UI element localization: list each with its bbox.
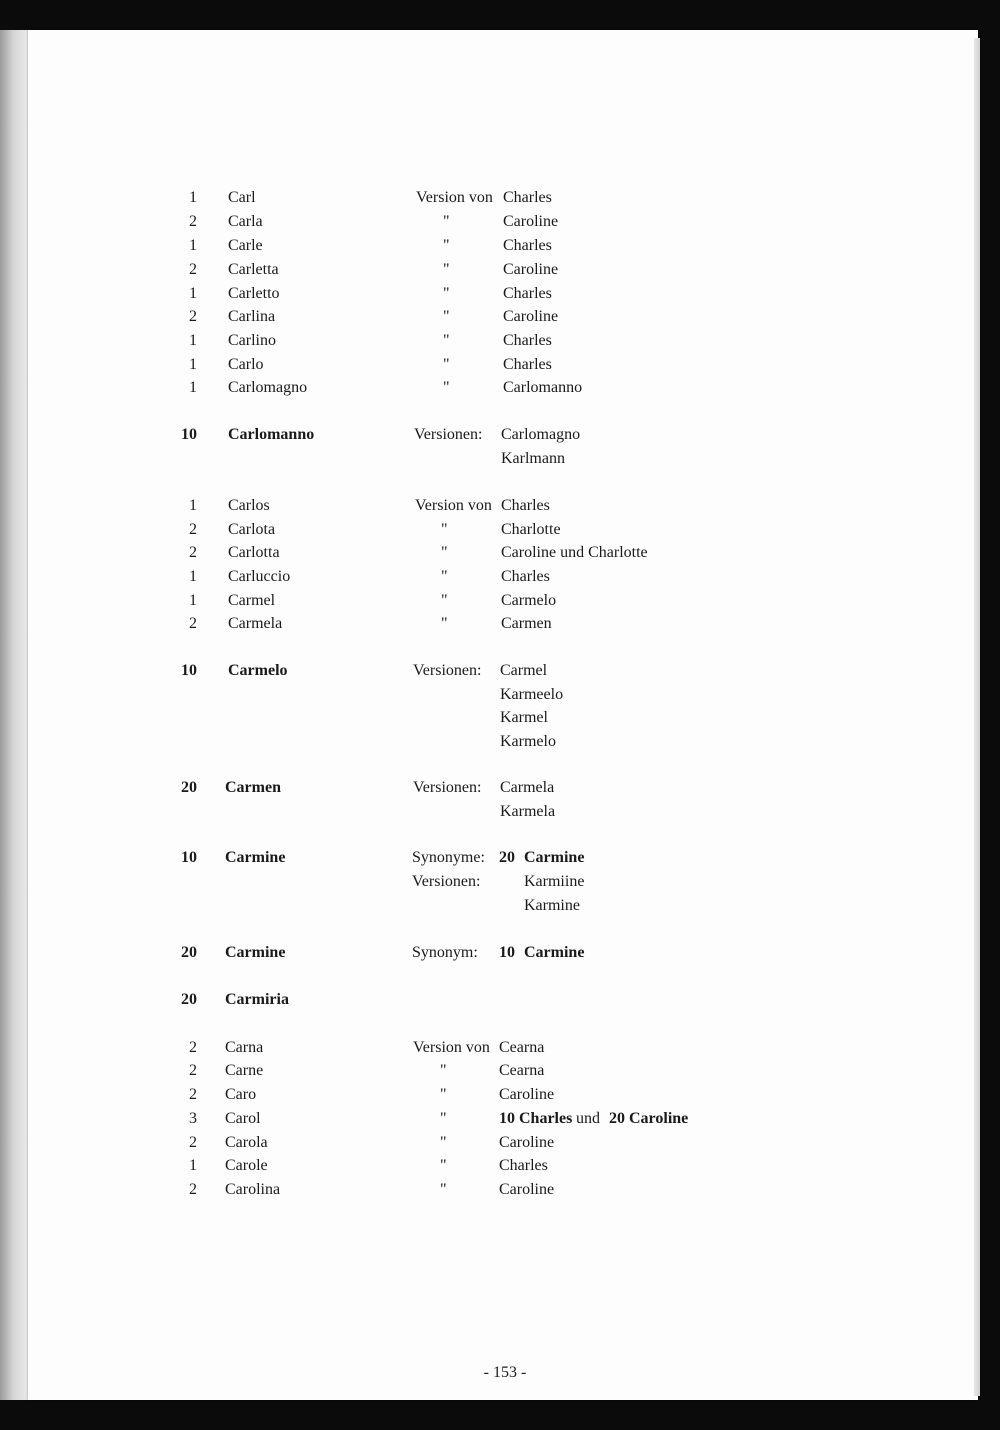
conjunction: und — [576, 1110, 600, 1127]
entry-row — [0, 541, 1000, 565]
entry-detail — [0, 447, 1000, 471]
ditto-mark: " — [443, 261, 450, 278]
entry-number: 1 — [189, 497, 197, 514]
entry-value: Karmela — [500, 803, 556, 820]
ditto-mark: " — [440, 1062, 447, 1079]
ditto-mark: " — [441, 568, 448, 585]
entry-value: Caroline — [503, 261, 559, 278]
ditto-mark: " — [443, 332, 450, 349]
ditto-mark: " — [443, 213, 450, 230]
entry-number: 20 — [181, 944, 197, 961]
entry-value: Caroline und Charlotte — [501, 544, 648, 561]
entry-value: Carmela — [500, 779, 555, 796]
entry-value: Karmiine — [524, 873, 585, 890]
entry-value: Karmine — [524, 897, 580, 914]
entry-value: Charles — [501, 568, 550, 585]
cross-ref-a: 10 Charles — [499, 1110, 573, 1127]
entry-name: Carlota — [228, 521, 276, 538]
ditto-mark: " — [443, 285, 450, 302]
entry-value: Charles — [503, 356, 552, 373]
entry-value: Charles — [503, 285, 552, 302]
cross-ref-b: 20 Caroline — [609, 1110, 689, 1127]
entry-label: Synonym: — [412, 944, 478, 961]
ditto-mark: " — [441, 544, 448, 561]
ditto-mark: " — [443, 356, 450, 373]
entry-number: 1 — [189, 592, 197, 609]
entry-label: Versionen: — [413, 779, 482, 796]
entry-number: 10 — [181, 849, 197, 866]
entry-row — [0, 565, 1000, 589]
ditto-mark: " — [441, 615, 448, 632]
entry-value: Karmelo — [500, 733, 556, 750]
entry-value: Carmel — [500, 662, 548, 679]
entry-number: 2 — [189, 261, 197, 278]
entry-row — [0, 494, 1000, 518]
entry-value: Charles — [503, 237, 552, 254]
entry-row — [0, 258, 1000, 282]
ditto-mark: " — [440, 1110, 447, 1127]
entry-row — [0, 186, 1000, 210]
entry-name: Carlino — [228, 332, 276, 349]
entry-name: Carne — [225, 1062, 264, 1079]
entry-number: 10 — [181, 426, 197, 443]
cross-ref-name: Carmine — [524, 849, 585, 866]
entry-row — [0, 376, 1000, 400]
entry-value: Carlomagno — [501, 426, 581, 443]
entry-detail — [0, 683, 1000, 707]
entry-name: Carmel — [228, 592, 276, 609]
entry-row — [0, 305, 1000, 329]
entry-value: Carmelo — [501, 592, 557, 609]
entry-name: Carmen — [225, 779, 281, 796]
entry-number: 1 — [189, 237, 197, 254]
entry-name: Carlotta — [228, 544, 280, 561]
entry-row — [0, 1036, 1000, 1060]
entry-row — [0, 1131, 1000, 1155]
ditto-mark: " — [440, 1086, 447, 1103]
entry-value: Charlotte — [501, 521, 561, 538]
entry-name: Carlo — [228, 356, 264, 373]
ditto-mark: " — [441, 521, 448, 538]
entry-number: 20 — [181, 991, 197, 1008]
entry-number: 2 — [189, 521, 197, 538]
entry-number: 2 — [189, 1039, 197, 1056]
entry-number: 2 — [189, 213, 197, 230]
entry-detail — [0, 423, 1000, 447]
entry-row — [0, 589, 1000, 613]
entry-number: 1 — [189, 1157, 197, 1174]
entry-number: 1 — [189, 332, 197, 349]
entry-value: Charles — [501, 497, 550, 514]
ditto-mark: " — [443, 308, 450, 325]
entry-number: 20 — [181, 779, 197, 796]
entry-row — [0, 1107, 1000, 1131]
entry-name: Carmiria — [225, 991, 289, 1008]
entry-number: 10 — [181, 662, 197, 679]
entry-number: 2 — [189, 544, 197, 561]
entry-value: Cearna — [499, 1062, 545, 1079]
entry-value: Cearna — [499, 1039, 545, 1056]
ditto-mark: " — [440, 1134, 447, 1151]
entry-name: Carmelo — [228, 662, 288, 679]
entry-label: Synonyme: — [412, 849, 485, 866]
entry-name: Carletto — [228, 285, 280, 302]
entry-label: Versionen: — [412, 873, 481, 890]
entry-number: 1 — [189, 356, 197, 373]
entry-value: Charles — [503, 332, 552, 349]
entry-detail — [0, 659, 1000, 683]
entry-row — [0, 1059, 1000, 1083]
entry-name: Carletta — [228, 261, 279, 278]
entry-number: 2 — [189, 615, 197, 632]
entry-value: Caroline — [503, 308, 559, 325]
entry-number: 3 — [189, 1110, 197, 1127]
entry-name: Carmela — [228, 615, 283, 632]
entry-value: Caroline — [499, 1086, 555, 1103]
entry-name: Carlos — [228, 497, 270, 514]
entry-name: Carla — [228, 213, 263, 230]
entry-row — [0, 612, 1000, 636]
entry-detail — [0, 846, 1000, 870]
entry-row — [0, 282, 1000, 306]
entry-name: Carlina — [228, 308, 276, 325]
entry-value: Caroline — [499, 1181, 555, 1198]
ditto-mark: " — [441, 592, 448, 609]
entry-value: Karlmann — [501, 450, 565, 467]
entry-label: Versionen: — [414, 426, 483, 443]
entry-number: 2 — [189, 1181, 197, 1198]
entry-name: Carmine — [225, 944, 286, 961]
entry-label: Version von — [416, 189, 493, 206]
cross-ref-number: 20 — [499, 849, 515, 866]
page-number: - 153 - — [483, 1364, 527, 1381]
entry-number: 2 — [189, 308, 197, 325]
entry-label: Version von — [413, 1039, 490, 1056]
entry-value: Caroline — [499, 1134, 555, 1151]
entry-name: Carol — [225, 1110, 261, 1127]
entry-label: Version von — [415, 497, 492, 514]
entry-detail — [0, 800, 1000, 824]
ditto-mark: " — [443, 237, 450, 254]
entry-row — [0, 329, 1000, 353]
entry-value: Carmen — [501, 615, 552, 632]
entry-number: 2 — [189, 1062, 197, 1079]
entry-name: Carolina — [225, 1181, 281, 1198]
entry-detail — [0, 941, 1000, 965]
entry-label: Versionen: — [413, 662, 482, 679]
entry-row — [0, 1083, 1000, 1107]
entry-row — [0, 1178, 1000, 1202]
entry-name: Carluccio — [228, 568, 291, 585]
entry-value: Karmel — [500, 709, 548, 726]
entry-row — [0, 353, 1000, 377]
entry-name: Carmine — [225, 849, 286, 866]
entry-number: 2 — [189, 1134, 197, 1151]
entry-value: Karmeelo — [500, 686, 564, 703]
entry-value: Carlomanno — [503, 379, 583, 396]
entry-value: Charles — [499, 1157, 548, 1174]
entry-row — [0, 988, 1000, 1012]
entry-number: 1 — [189, 379, 197, 396]
entry-name: Carola — [225, 1134, 268, 1151]
entry-row — [0, 210, 1000, 234]
entry-name: Carle — [228, 237, 263, 254]
entry-number: 1 — [189, 568, 197, 585]
ditto-mark: " — [440, 1157, 447, 1174]
cross-ref-number: 10 — [499, 944, 515, 961]
entry-value: Caroline — [503, 213, 559, 230]
entry-detail — [0, 730, 1000, 754]
entry-detail — [0, 706, 1000, 730]
entry-name: Carlomanno — [228, 426, 315, 443]
ditto-mark: " — [443, 379, 450, 396]
entry-value: Charles — [503, 189, 552, 206]
entry-name: Carlomagno — [228, 379, 308, 396]
entry-name: Caro — [225, 1086, 257, 1103]
entry-row — [0, 234, 1000, 258]
ditto-mark: " — [440, 1181, 447, 1198]
entry-number: 2 — [189, 1086, 197, 1103]
entry-row — [0, 1154, 1000, 1178]
entry-detail — [0, 776, 1000, 800]
entry-name: Carna — [225, 1039, 264, 1056]
entry-row — [0, 518, 1000, 542]
entry-name: Carole — [225, 1157, 268, 1174]
entry-number: 1 — [189, 285, 197, 302]
entry-name: Carl — [228, 189, 256, 206]
entry-detail — [0, 870, 1000, 894]
entry-detail — [0, 894, 1000, 918]
cross-ref-name: Carmine — [524, 944, 585, 961]
entry-number: 1 — [189, 189, 197, 206]
